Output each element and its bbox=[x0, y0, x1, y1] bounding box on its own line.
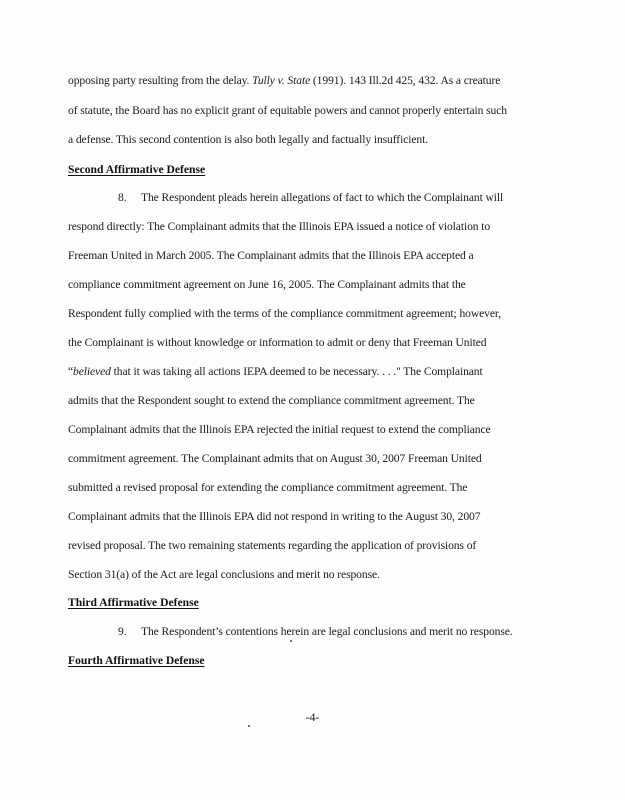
paragraph-line: respond directly: The Complainant admits that the Illinois EPA issued a notice of violation to bbox=[68, 220, 491, 233]
emphasis-believed: believed bbox=[73, 365, 111, 378]
paragraph-line: compliance commitment agreement on June 16, 2005. The Complainant admits that the bbox=[68, 278, 466, 291]
paragraph-number: 9. bbox=[118, 625, 127, 638]
paragraph-line: Respondent fully complied with the terms of the compliance commitment agreement; however, bbox=[68, 307, 502, 320]
case-citation: Tully v. State bbox=[252, 74, 311, 87]
paragraph-line: commitment agreement. The Complainant admits that on August 30, 2007 Freeman United bbox=[68, 452, 482, 465]
paragraph-line: Section 31(a) of the Act are legal conclusions and merit no response. bbox=[68, 568, 380, 581]
scan-speck bbox=[290, 640, 292, 642]
paragraph-line: Complainant admits that the Illinois EPA rejected the initial request to extend the compliance bbox=[68, 423, 491, 436]
section-heading-fourth-defense: Fourth Affirmative Defense bbox=[68, 654, 205, 667]
paragraph-line: The Respondent pleads herein allegations of fact to which the Complainant will bbox=[141, 191, 504, 204]
paragraph-line: admits that the Respondent sought to extend the compliance commitment agreement. The bbox=[68, 394, 475, 407]
paragraph-line: submitted a revised proposal for extending the compliance commitment agreement. The bbox=[68, 481, 468, 494]
paragraph-line: a defense. This second contention is also both legally and factually insufficient. bbox=[68, 133, 429, 146]
paragraph-number: 8. bbox=[118, 191, 127, 204]
section-heading-second-defense: Second Affirmative Defense bbox=[68, 163, 206, 176]
paragraph-line: revised proposal. The two remaining statements regarding the application of provisions of bbox=[68, 539, 477, 552]
page-number: -4- bbox=[305, 711, 320, 724]
paragraph-line: Freeman United in March 2005. The Complainant admits that the Illinois EPA accepted a bbox=[68, 249, 474, 262]
paragraph-line: of statute, the Board has no explicit grant of equitable powers and cannot properly entertain such bbox=[68, 104, 507, 117]
section-heading-third-defense: Third Affirmative Defense bbox=[68, 596, 199, 609]
paragraph-line: Complainant admits that the Illinois EPA did not respond in writing to the August 30, 2007 bbox=[68, 510, 481, 523]
paragraph-line: “believed that it was taking all actions IEPA deemed to be necessary. . . ." The Complainant bbox=[68, 365, 483, 378]
paragraph-line: the Complainant is without knowledge or information to admit or deny that Freeman United bbox=[68, 336, 487, 349]
paragraph-line: opposing party resulting from the delay. Tully v. State (1991). 143 Ill.2d 425, 432. As a creature bbox=[68, 74, 501, 87]
paragraph-line: The Respondent’s contentions herein are legal conclusions and merit no response. bbox=[141, 625, 513, 638]
scan-speck bbox=[248, 725, 250, 727]
